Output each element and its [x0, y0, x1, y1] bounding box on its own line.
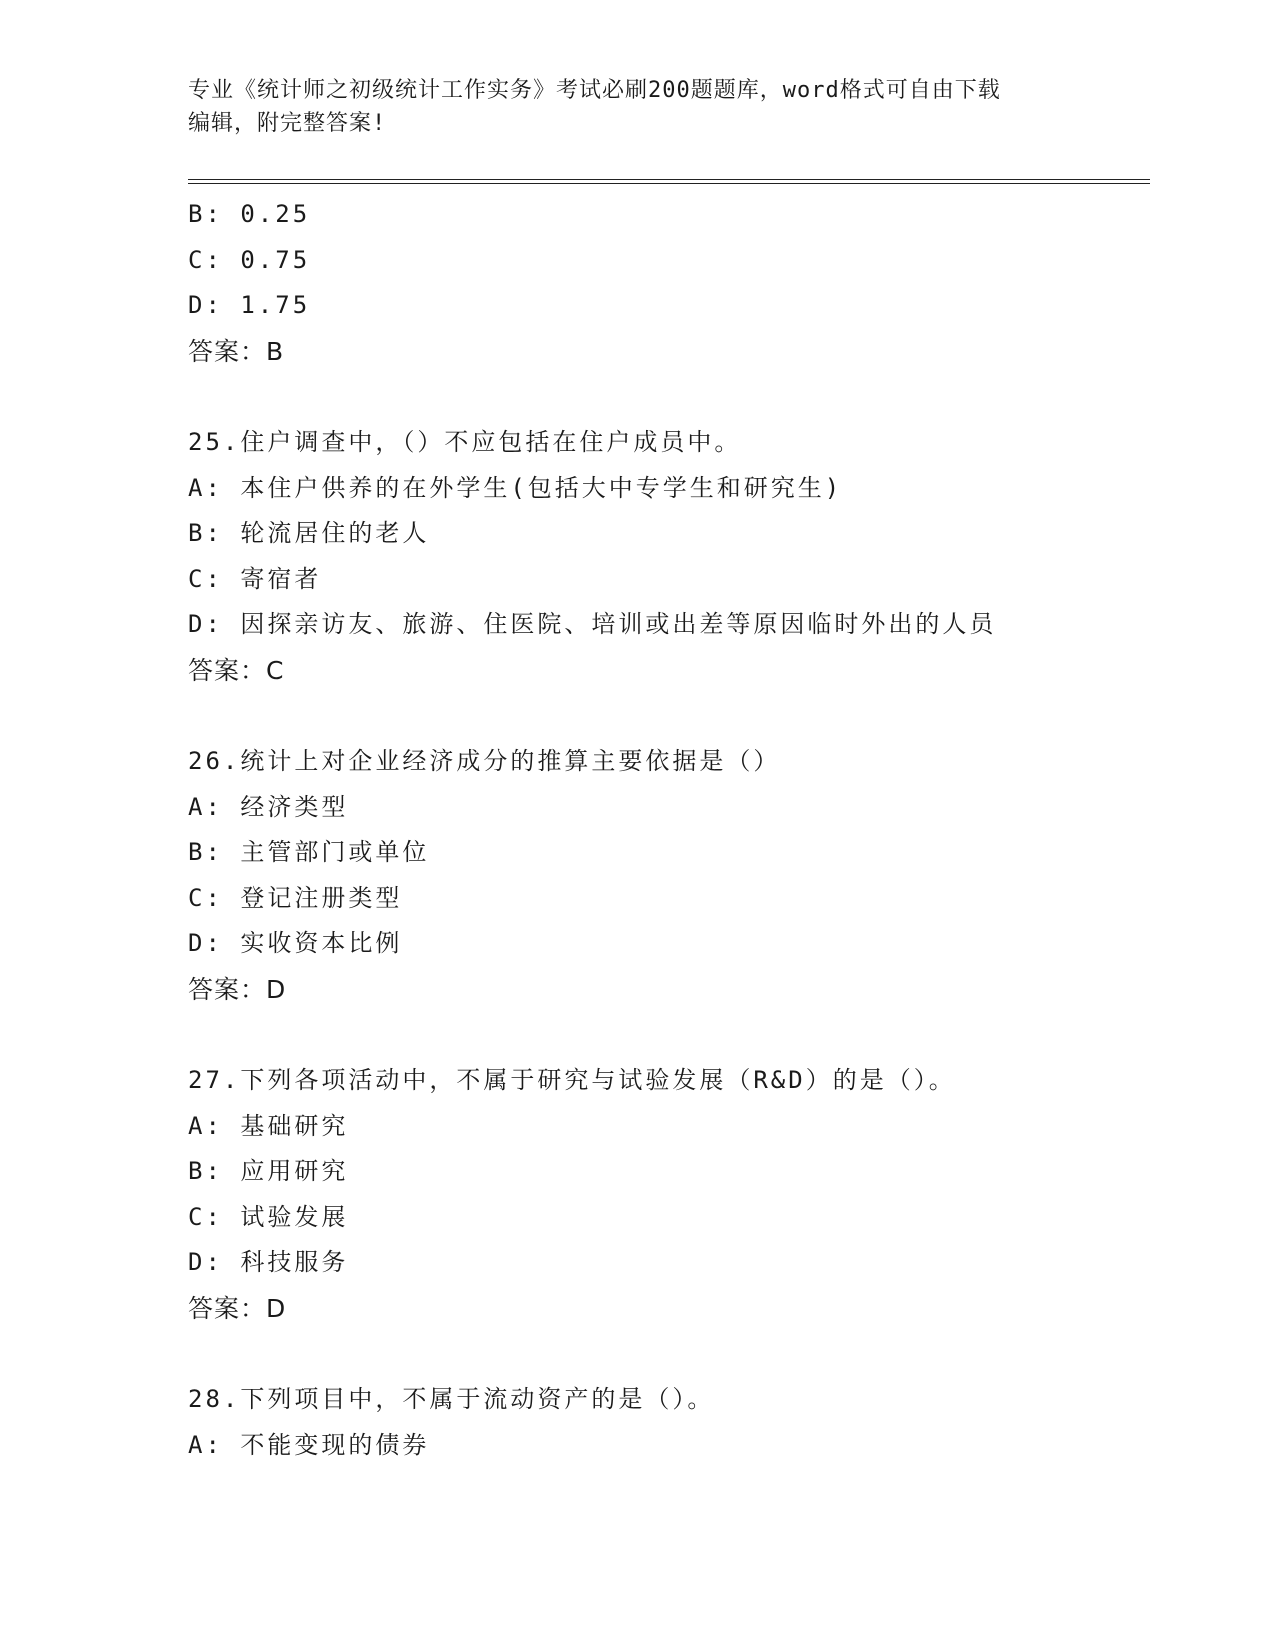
question-block-28 [188, 1377, 1148, 1468]
answer-label: 答案：D [188, 1293, 287, 1323]
header-divider-top [188, 179, 1150, 180]
option-d: D: 因探亲访友、旅游、住医院、培训或出差等原因临时外出的人员 [188, 610, 997, 638]
question-block-prev [188, 192, 1148, 374]
option-c: C: 登记注册类型 [188, 883, 403, 912]
option-c: C: 寄宿者 [188, 564, 322, 593]
option-d: D: 1.75 [188, 291, 311, 319]
option-c: C: 试验发展 [188, 1202, 349, 1231]
question-list [188, 192, 1148, 1468]
option-d: D: 科技服务 [188, 1248, 349, 1276]
question-stem: 25.住户调查中，（）不应包括在住户成员中。 [188, 428, 742, 456]
option-a: A: 不能变现的债券 [188, 1430, 430, 1459]
option-b: B: 0.25 [188, 200, 311, 228]
answer-label: 答案：D [188, 974, 287, 1004]
option-b: B: 轮流居住的老人 [188, 519, 430, 547]
document-header [188, 74, 1068, 140]
question-stem: 26.统计上对企业经济成分的推算主要依据是（） [188, 747, 781, 775]
option-b: B: 应用研究 [188, 1157, 349, 1185]
option-a: A: 基础研究 [188, 1111, 349, 1140]
answer-label: 答案：C [188, 655, 285, 685]
header-line-2: 编辑，附完整答案! [188, 111, 387, 136]
option-c: C: 0.75 [188, 245, 311, 274]
option-a: A: 本住户供养的在外学生(包括大中专学生和研究生) [188, 473, 843, 502]
answer-label: 答案：B [188, 336, 285, 366]
question-block-27 [188, 1058, 1148, 1331]
question-stem: 27.下列各项活动中，不属于研究与试验发展（R&D）的是（）。 [188, 1066, 956, 1094]
question-block-26 [188, 739, 1148, 1012]
option-a: A: 经济类型 [188, 792, 349, 821]
header-divider-bottom [188, 183, 1150, 184]
question-block-25 [188, 420, 1148, 693]
question-stem: 28.下列项目中，不属于流动资产的是（）。 [188, 1385, 715, 1413]
header-line-1: 专业《统计师之初级统计工作实务》考试必刷200题题库，word格式可自由下载 [188, 78, 1001, 103]
option-d: D: 实收资本比例 [188, 929, 403, 957]
option-b: B: 主管部门或单位 [188, 838, 430, 866]
